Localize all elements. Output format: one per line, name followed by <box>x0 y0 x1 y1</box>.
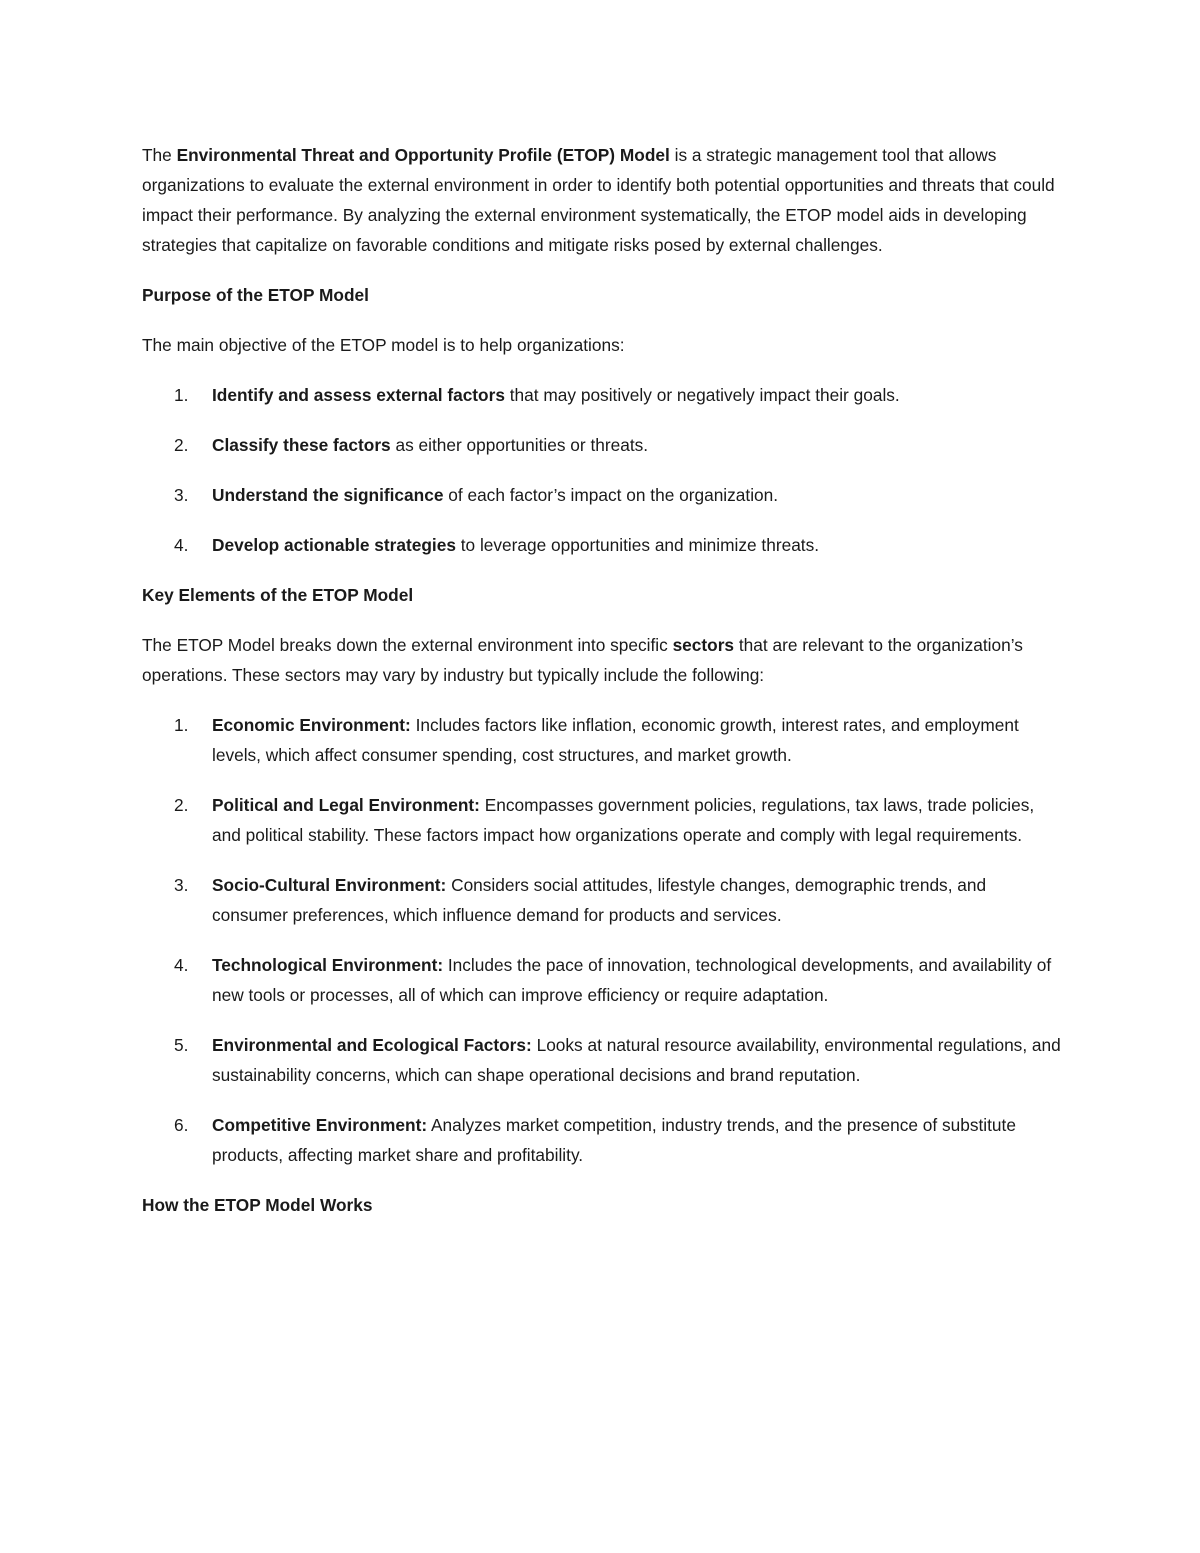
list-number: 4. <box>174 535 189 555</box>
lead-prefix: The ETOP Model breaks down the external environment into specific <box>142 635 673 655</box>
document-body <box>142 140 1062 1240</box>
element-item <box>142 1030 1062 1090</box>
key-elements-list <box>142 710 1062 1170</box>
item-bold-text: Technological Environment: <box>212 955 444 975</box>
item-bold-text: Develop actionable strategies <box>212 535 456 555</box>
purpose-item <box>142 430 1062 460</box>
intro-paragraph <box>142 140 1062 260</box>
list-number: 2. <box>174 435 189 455</box>
item-bold-text: Political and Legal Environment: <box>212 795 480 815</box>
key-elements-lead <box>142 630 1062 690</box>
item-text: to leverage opportunities and minimize threats. <box>455 535 820 555</box>
purpose-heading: Purpose of the ETOP Model <box>142 285 369 305</box>
list-number: 4. <box>174 955 189 975</box>
element-item <box>142 1110 1062 1170</box>
purpose-list <box>142 380 1062 560</box>
element-item <box>142 790 1062 850</box>
purpose-item <box>142 530 1062 560</box>
intro-term: Environmental Threat and Opportunity Profile (ETOP) Model <box>176 145 670 165</box>
item-text: of each factor’s impact on the organization. <box>443 485 779 505</box>
element-item <box>142 950 1062 1010</box>
key-elements-heading: Key Elements of the ETOP Model <box>142 585 414 605</box>
item-text: Looks at natural resource availability, environmental regulations, and sustainability concerns, which can shape operational decisions and brand reputation. <box>212 1035 1061 1085</box>
purpose-item <box>142 480 1062 510</box>
list-number: 5. <box>174 1035 189 1055</box>
item-text: Analyzes market competition, industry trends, and the presence of substitute products, affecting market share and profitability. <box>212 1115 1016 1165</box>
item-bold-text: Environmental and Ecological Factors: <box>212 1035 532 1055</box>
purpose-item <box>142 380 1062 410</box>
intro-text: is a strategic management tool that allows organizations to evaluate the external environment in order to identify both potential opportunities and threats that could impact their performance. By analyzing the external environment systematically, the ETOP model aids in developing strategies that capitalize on favorable conditions and mitigate risks posed by external challenges. <box>142 145 1055 255</box>
item-text: Considers social attitudes, lifestyle changes, demographic trends, and consumer preferences, which influence demand for products and services. <box>212 875 987 925</box>
item-bold-text: Economic Environment: <box>212 715 411 735</box>
item-text: Includes factors like inflation, economic growth, interest rates, and employment levels, which affect consumer spending, cost structures, and market growth. <box>212 715 1019 765</box>
item-text: Encompasses government policies, regulations, tax laws, trade policies, and political stability. These factors impact how organizations operate and comply with legal requirements. <box>212 795 1035 845</box>
intro-prefix: The <box>142 145 177 165</box>
list-number: 3. <box>174 485 189 505</box>
lead-suffix: that are relevant to the organization’s operations. These sectors may vary by industry but typically include the following: <box>142 635 1023 685</box>
item-bold-text: Classify these factors <box>212 435 391 455</box>
item-bold-text: Socio-Cultural Environment: <box>212 875 447 895</box>
list-number: 1. <box>174 385 189 405</box>
item-text: Includes the pace of innovation, technological developments, and availability of new tools or processes, all of which can improve efficiency or require adaptation. <box>212 955 1052 1005</box>
how-it-works-heading: How the ETOP Model Works <box>142 1195 373 1215</box>
item-bold-text: Identify and assess external factors <box>212 385 505 405</box>
item-text: that may positively or negatively impact their goals. <box>504 385 900 405</box>
item-text: as either opportunities or threats. <box>390 435 649 455</box>
item-bold-text: Understand the significance <box>212 485 444 505</box>
element-item <box>142 870 1062 930</box>
list-number: 3. <box>174 875 189 895</box>
element-item <box>142 710 1062 770</box>
purpose-lead: The main objective of the ETOP model is to help organizations: <box>142 335 625 355</box>
item-bold-text: Competitive Environment: <box>212 1115 428 1135</box>
list-number: 6. <box>174 1115 189 1135</box>
list-number: 2. <box>174 795 189 815</box>
lead-bold: sectors <box>672 635 735 655</box>
list-number: 1. <box>174 715 189 735</box>
